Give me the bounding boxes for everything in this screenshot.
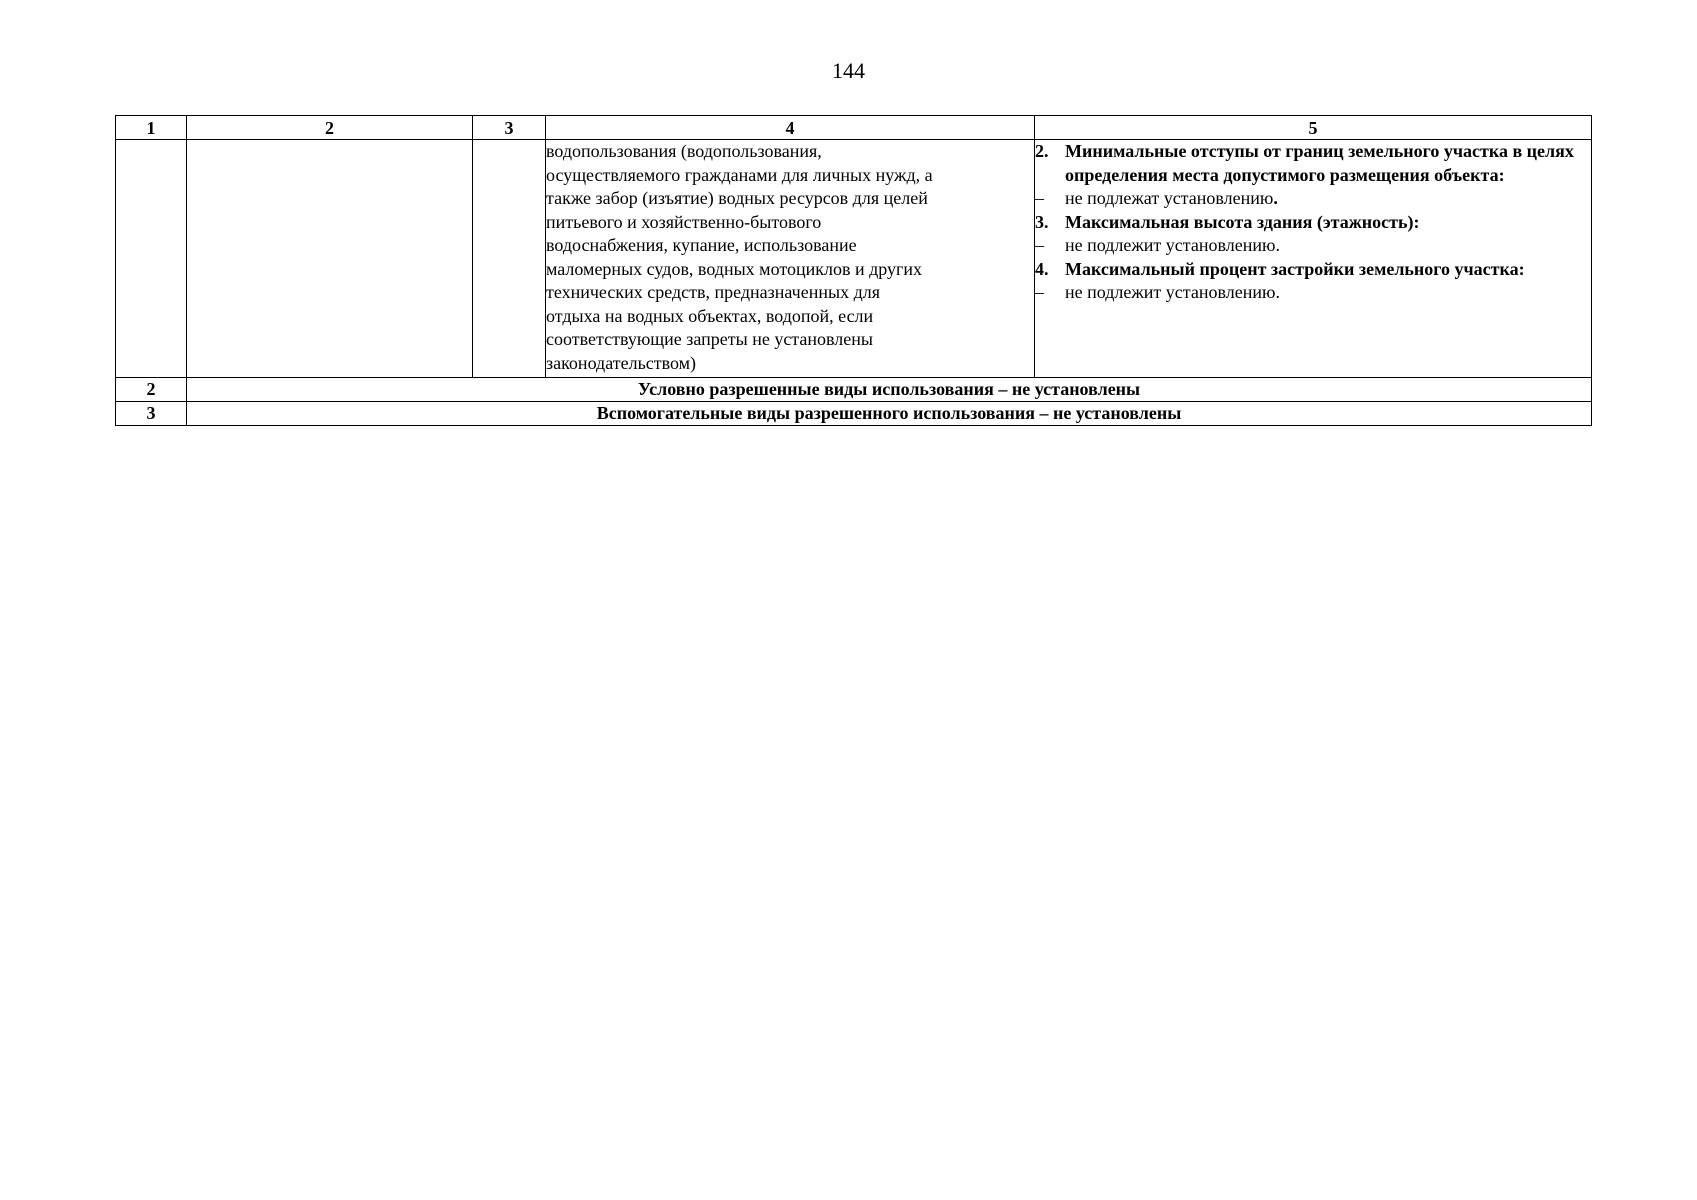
parameter-title: Максимальная высота здания (этажность): [1065,211,1420,232]
section-title: Вспомогательные виды разрешенного использования – не установлены [187,402,1592,426]
parameter-title: Максимальный процент застройки земельного участка: [1065,258,1525,279]
parameter-value [1035,281,1591,305]
description-line: также забор (изъятие) водных ресурсов для целей [546,188,928,208]
description-line: соответствующие запреты не установлены [546,329,873,349]
continuation-row [116,140,1592,378]
parameter-item [1035,258,1591,282]
description-line: питьевого и хозяйственно-бытового [546,211,822,232]
description-line: законодательством) [546,352,697,373]
section-title: Условно разрешенные виды использования – не установлены [187,378,1592,402]
description-line: осуществляемого гражданами для личных нужд, а [546,164,933,185]
header-col-4: 4 [546,116,1035,140]
dash-bullet: – [1035,188,1044,208]
parameter-value-text: не подлежит установлению. [1065,235,1280,255]
parameter-item [1035,211,1591,235]
cell-col-1 [116,140,187,378]
dash-bullet: – [1035,282,1044,302]
page-number: 144 [832,58,865,83]
description-line: маломерных судов, водных мотоциклов и других [546,258,923,279]
parameter-value [1035,234,1591,258]
parameter-number: 2. [1035,141,1049,161]
cell-col-3 [473,140,546,378]
description-line: водоснабжения, купание, использование [546,235,857,255]
usage-description-cell [546,140,1035,378]
header-col-2: 2 [187,116,473,140]
table-header-row [116,116,1592,140]
cell-col-2 [187,140,473,378]
parameter-title: Минимальные отступы от границ земельного участка в целях определения места допустимого размещения объекта: [1065,141,1574,185]
description-line: технических средств, предназначенных для [546,282,880,302]
description-line: водопользования (водопользования, [546,141,822,161]
dash-bullet: – [1035,235,1044,255]
header-col-3: 3 [473,116,546,140]
parameter-value-text: не подлежит установлению. [1065,282,1280,302]
parameter-value-text: не подлежат установлению. [1065,188,1278,208]
regulations-table [115,115,1592,426]
section-row [116,402,1592,426]
header-col-5: 5 [1035,116,1592,140]
parameter-value [1035,187,1591,211]
description-line: отдыха на водных объектах, водопой, если [546,305,874,326]
parameters-cell [1035,140,1592,378]
section-row [116,378,1592,402]
parameter-number: 3. [1035,211,1049,232]
section-number: 2 [116,378,187,402]
header-col-1: 1 [116,116,187,140]
parameter-item [1035,140,1591,187]
parameter-number: 4. [1035,258,1049,279]
section-number: 3 [116,402,187,426]
